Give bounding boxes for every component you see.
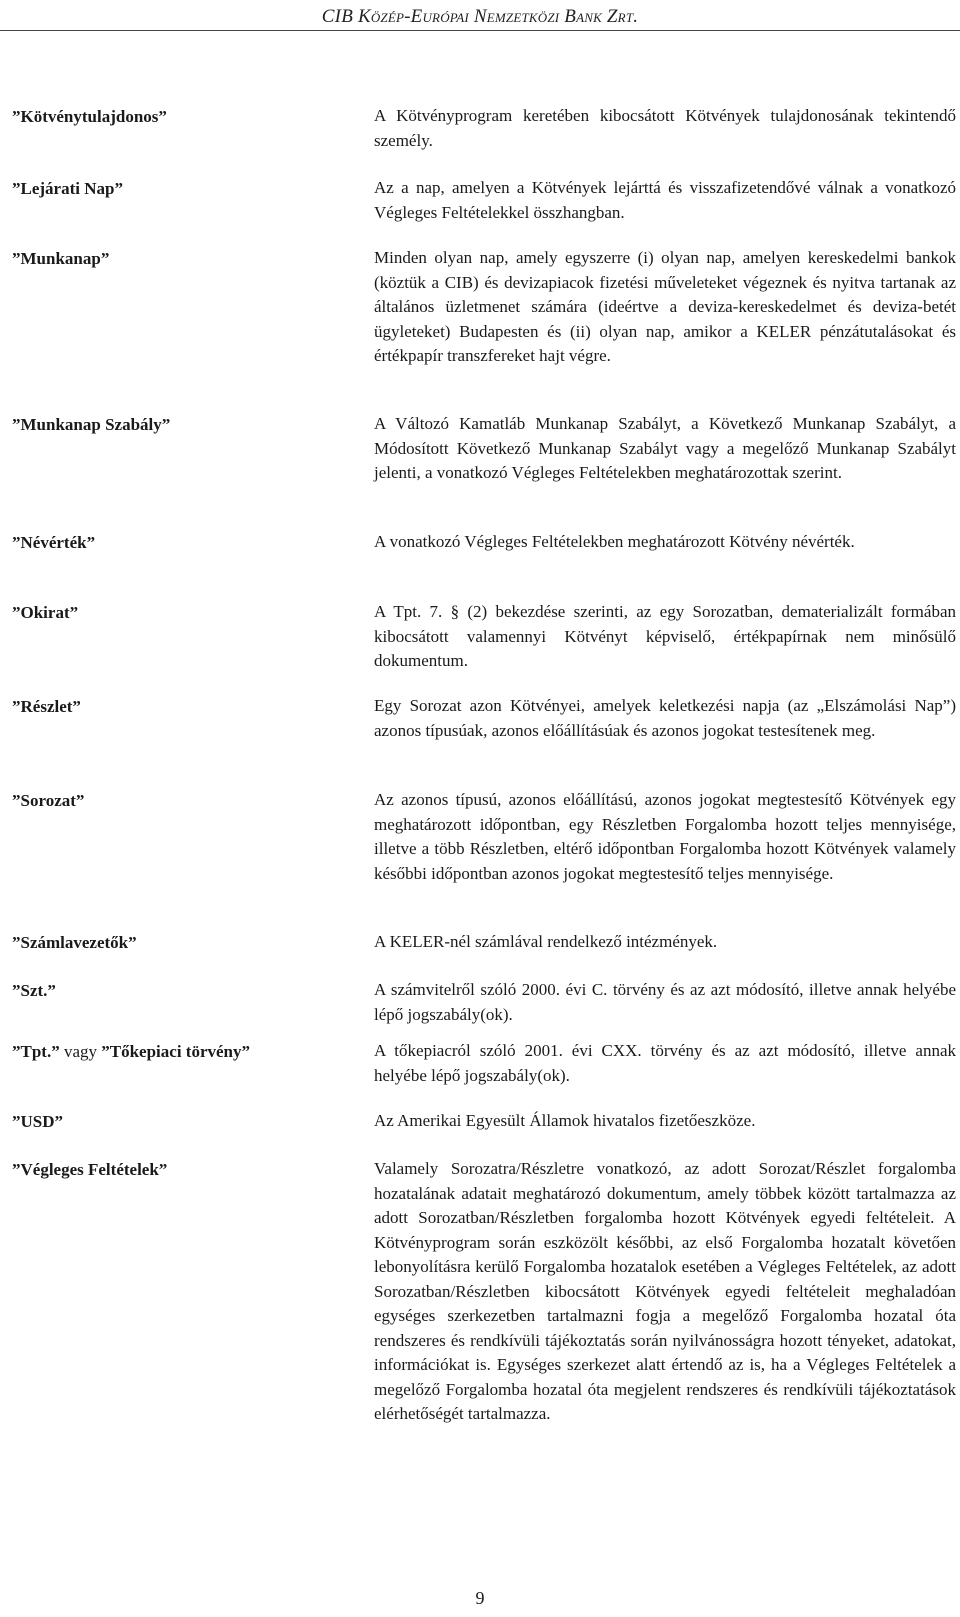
definition-lejarati-nap: [0, 176, 960, 246]
definition-text: A számvitelről szóló 2000. évi C. törvény és az azt módosító, illetve annak helyébe lépő jogszabály(ok).: [374, 980, 956, 1024]
definition-term-tpt: ”Tpt.”: [12, 1042, 60, 1061]
definition-munkanap-szabaly: [0, 412, 960, 530]
header-divider: [0, 30, 960, 31]
definition-text: A Tpt. 7. § (2) bekezdése szerinti, az egy Sorozatban, dematerializált formában kibocsátott valamennyi Kötvényt képviselő, értékpapírnak nem minősülő dokumentum.: [374, 602, 956, 670]
definition-term: ”USD”: [12, 1112, 64, 1131]
definition-term: ”Végleges Feltételek”: [12, 1160, 168, 1179]
definitions-list: [0, 104, 960, 1427]
definition-text: A tőkepiacról szóló 2001. évi CXX. törvény és az azt módosító, illetve annak helyébe lépő jogszabály(ok).: [374, 1041, 956, 1085]
definition-term: ”Szt.”: [12, 981, 56, 1000]
definition-text: Egy Sorozat azon Kötvényei, amelyek keletkezési napja (az „Elszámolási Nap”) azonos típusúak, azonos előállításúak és azonos jogokat testesítenek meg.: [374, 696, 956, 740]
definition-text: Minden olyan nap, amely egyszerre (i) olyan nap, amelyen kereskedelmi bankok (köztük a CIB) és devizapiacok fizetési műveleteket végeznek és nyitva tartanak az általános üzletmenet számára (ideértve a deviza-kereskedelmet és deviza-betét ügyleteket) Budapesten és (ii) olyan nap, amikor a KELER pénzátutalásokat és értékpapír transzfereket hajt végre.: [374, 248, 956, 365]
definition-text: Az a nap, amelyen a Kötvények lejárttá és visszafizetendővé válnak a vonatkozó Végleges Feltételekkel összhangban.: [374, 178, 956, 222]
definition-text: A vonatkozó Végleges Feltételekben meghatározott Kötvény névérték.: [374, 532, 855, 551]
definition-szt: [0, 978, 960, 1039]
definition-term: ”Lejárati Nap”: [12, 179, 123, 198]
definition-munkanap: [0, 246, 960, 412]
definition-term: ”Számlavezetők”: [12, 933, 137, 952]
definition-text: A Kötvényprogram keretében kibocsátott Kötvények tulajdonosának tekintendő személy.: [374, 106, 956, 150]
definition-reszlet: [0, 694, 960, 788]
definition-text: Valamely Sorozatra/Részletre vonatkozó, az adott Sorozat/Részlet forgalomba hozatalának adatait meghatározó dokumentum, amely többek között tartalmazza az adott Sorozatban/Részletben forgalomba hozott Kötvények egyedi feltételeit. A Kötvényprogram során eszközölt későbbi, az első Forgalomba hozatalt követően lebonyolításra kerülő Forgalomba hozatalok esetében a Végleges Feltételek, az adott Sorozatban/Részletben kibocsátott Kötvények egyedi feltételeit meghaladóan egységes szerkezetben tartalmazni fogja a megelőző Forgalomba hozatal óta rendszeres és rendkívüli tájékoztatás során nyilvánosságra hozott tényeket, adatokat, információkat is. Egységes szerkezet alatt értendő az is, ha a Végleges Feltételek a megelőző Forgalomba hozatal óta megjelent rendszeres és rendkívüli tájékoztatások elérhetőségét tartalmazza.: [374, 1159, 956, 1423]
definition-tpt: [0, 1039, 960, 1109]
page-number: 9: [475, 1588, 485, 1608]
running-header: [0, 0, 960, 28]
definition-term-tokepiaci: ”Tőkepiaci törvény”: [101, 1042, 251, 1061]
definition-nevertek: [0, 530, 960, 600]
definition-term: [0, 1039, 374, 1064]
definition-term: ”Kötvénytulajdonos”: [12, 107, 167, 126]
header-title: CIB Közép-Európai Nemzetközi Bank Zrt.: [321, 6, 639, 27]
definition-vegleges-feltetelek: [0, 1157, 960, 1427]
definition-usd: [0, 1109, 960, 1157]
definition-term: ”Munkanap”: [12, 249, 110, 268]
definition-szamlavezetok: [0, 930, 960, 978]
definition-text: A KELER-nél számlával rendelkező intézmények.: [374, 932, 718, 951]
definition-text: Az azonos típusú, azonos előállítású, azonos jogokat megtestesítő Kötvények egy meghatározott időpontban, egy Részletben Forgalomba hozott teljes mennyisége, illetve a több Részletben, eltérő időpontban Forgalomba hozott Kötvények valamely későbbi időpontban azonos jogokat megtestesítő teljes mennyisége.: [374, 790, 956, 883]
definition-term: ”Munkanap Szabály”: [12, 415, 171, 434]
definition-sorozat: [0, 788, 960, 930]
definition-okirat: [0, 600, 960, 694]
definition-text: Az Amerikai Egyesült Államok hivatalos fizetőeszköze.: [374, 1111, 756, 1130]
definition-term: ”Sorozat”: [12, 791, 85, 810]
definition-term: ”Okirat”: [12, 603, 79, 622]
definition-kotvenytulajdonos: [0, 104, 960, 176]
definition-text: A Változó Kamatláb Munkanap Szabályt, a Következő Munkanap Szabályt, a Módosított Következő Munkanap Szabályt vagy a megelőző Munkanap Szabályt jelenti, a vonatkozó Végleges Feltételekben meghatározottak szerint.: [374, 414, 956, 482]
definition-term: ”Részlet”: [12, 697, 81, 716]
definition-term-connector: vagy: [59, 1042, 102, 1061]
definition-term: ”Névérték”: [12, 533, 96, 552]
